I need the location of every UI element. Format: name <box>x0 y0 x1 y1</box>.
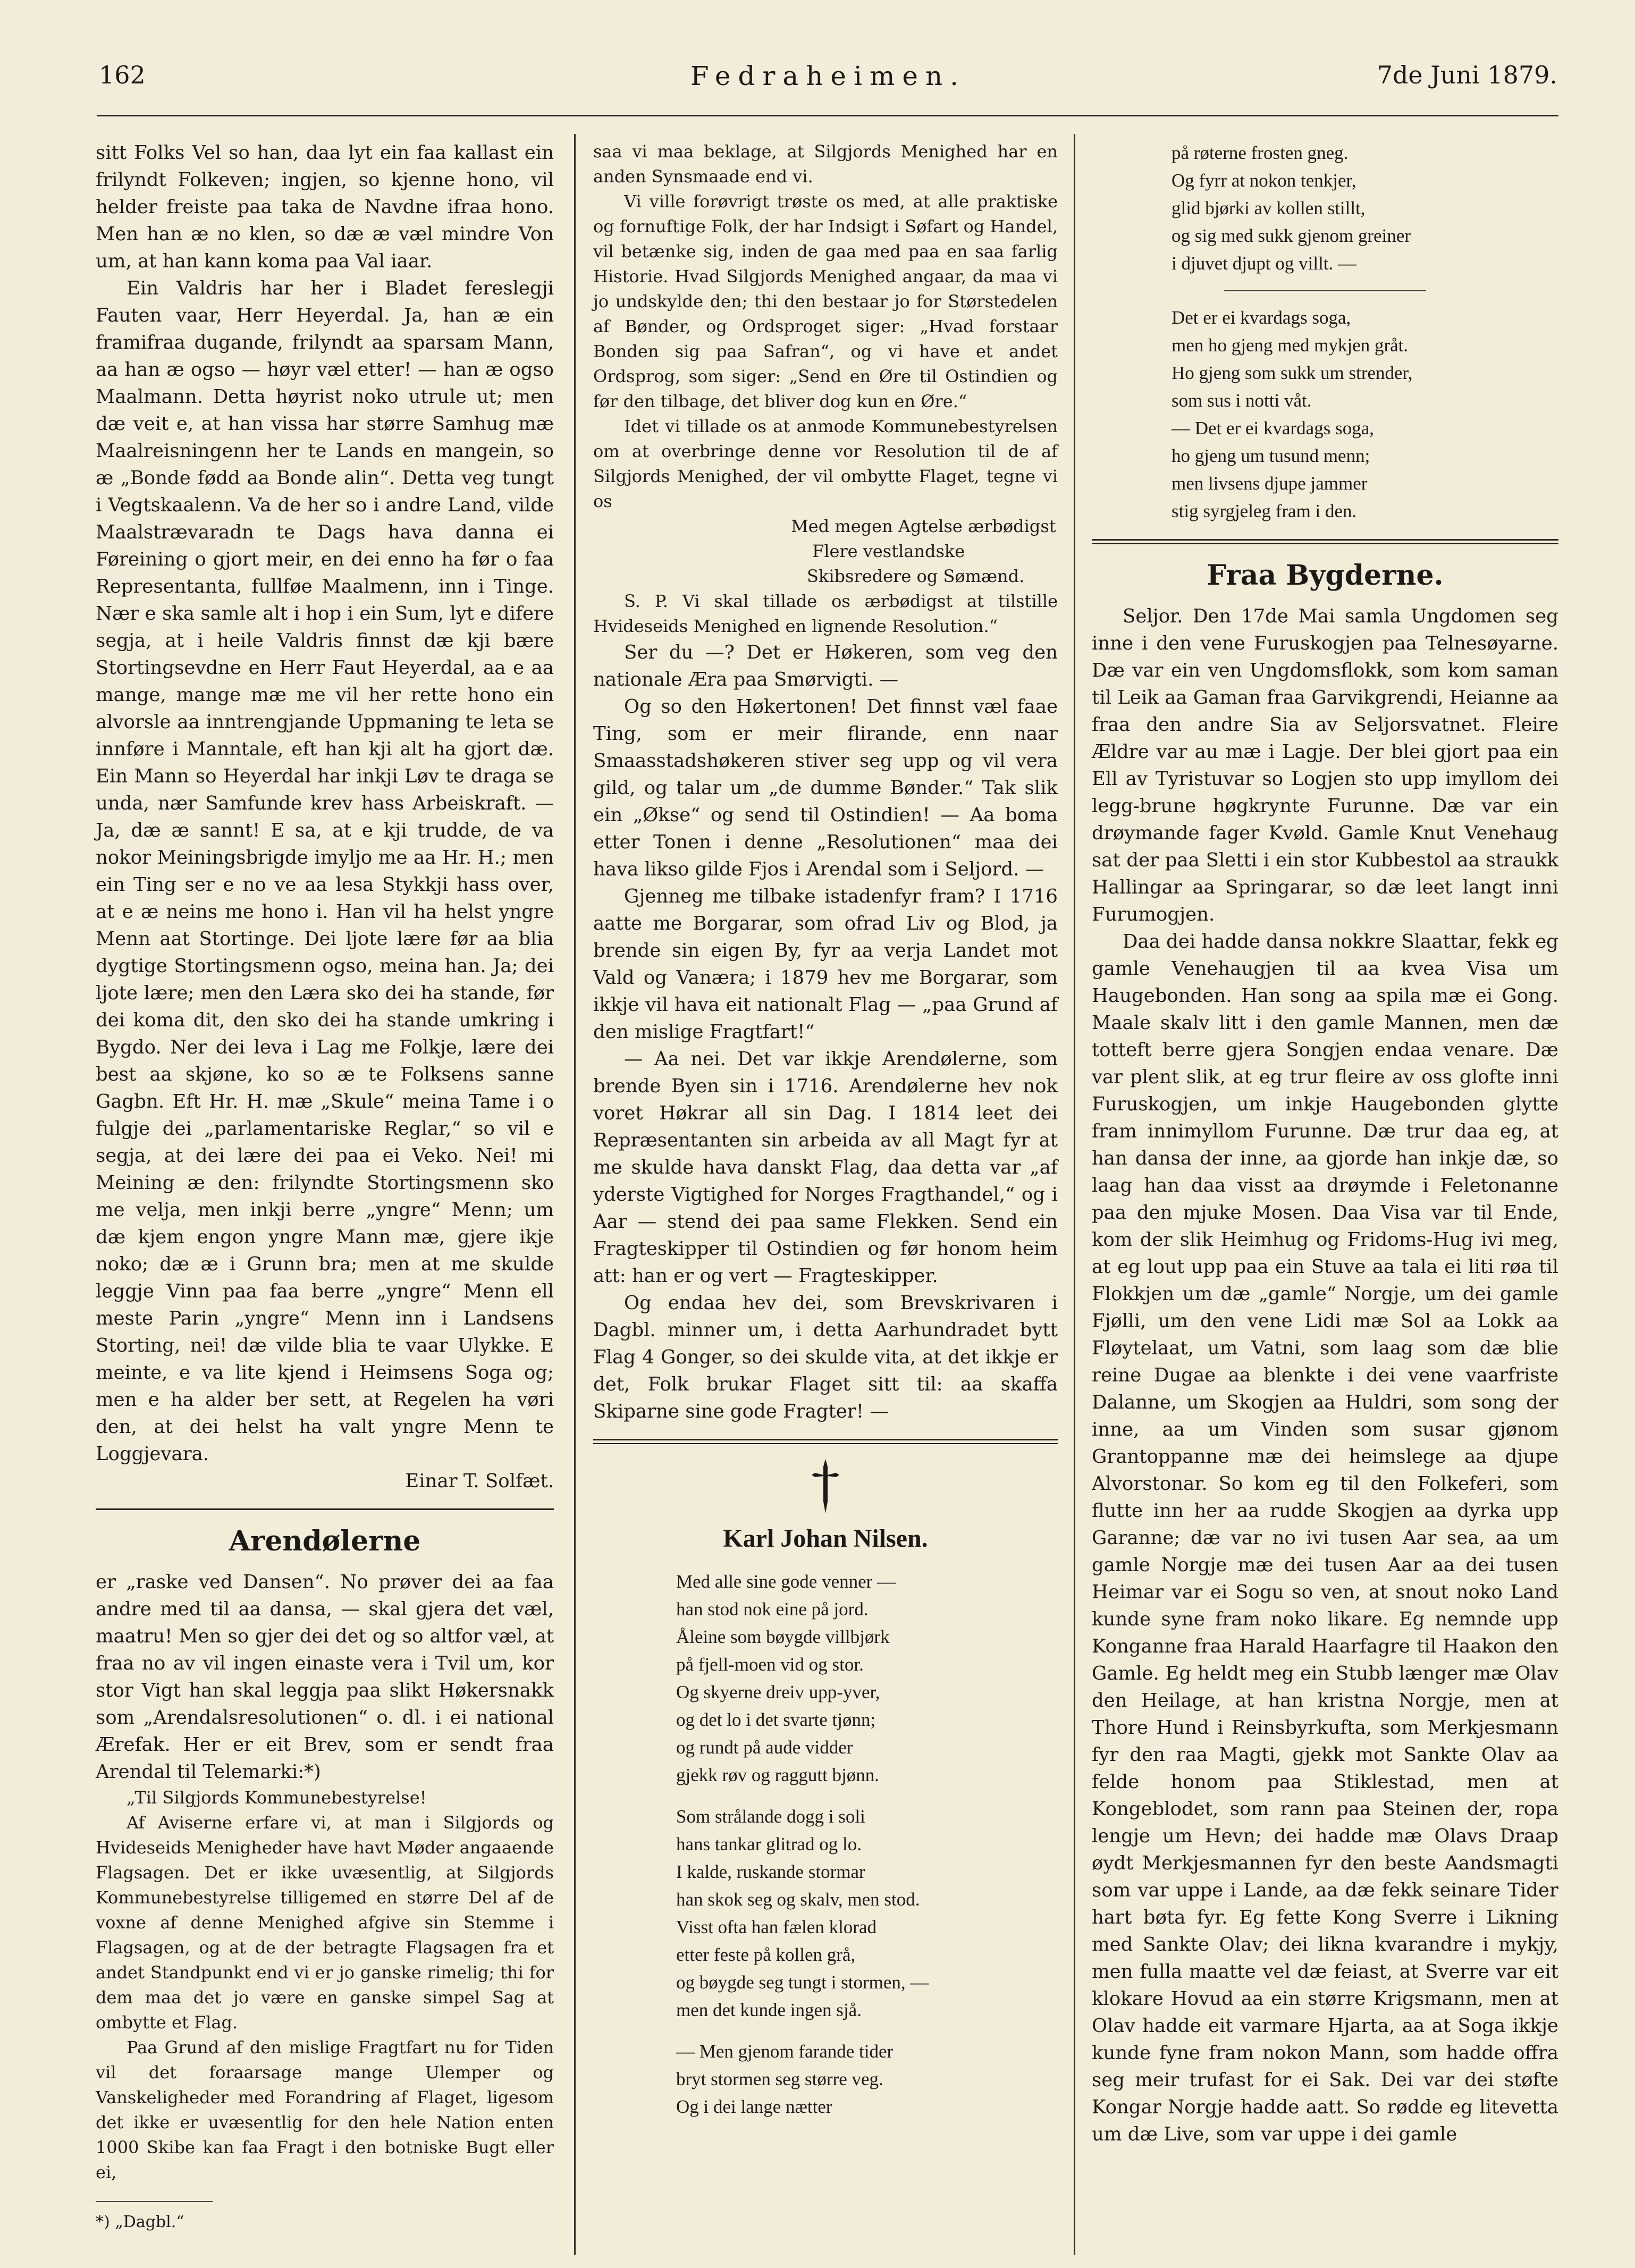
poem-stanza <box>676 1568 1058 1789</box>
poem-line: glid bjørki av kollen stillt, <box>1172 198 1366 218</box>
obituary-cross <box>593 1457 1058 1515</box>
poem-line: Visst ofta han fælen klorad <box>676 1917 877 1937</box>
poem-line: han stod nok eine på jord. <box>676 1599 869 1620</box>
section-title-fraa-bygderne: Fraa Bygderne. <box>1207 559 1444 592</box>
poem-line: Og i dei lange nætter <box>676 2096 832 2117</box>
poem-line: Og skyerne dreiv upp-yver, <box>676 1682 880 1702</box>
letter-paragraph: Paa Grund af den mislige Fragtfart nu for Tiden vil det foraarsage mange Ulemper og Vanskeligheder med Forandring af Flaget, ligesom det ikke er uvæsentlig for den hele Nation enten 1000 Skibe kan faa Fragt i den botniske Bugt eller ei, <box>96 2037 554 2182</box>
paragraph: Og so den Høkertonen! Det finnst væl faae Ting, som er meir flirande, enn naar Smaasstadshøkeren stiver seg upp og vil vera gild, og talar um „de dumme Bønder.“ Tak slik ein „Økse“ og send til Ostindien! — Aa boma etter Tonen i denne „Resolutionen“ maa dei hava likso gilde Fjos i Arendal som i Seljord. — <box>593 696 1058 880</box>
column-3 <box>1092 139 1558 2148</box>
poem-stanza <box>676 1803 1058 2024</box>
poem-stanza <box>676 2038 1058 2121</box>
letter-paragraph: Idet vi tillade os at anmode Kommunebestyrelsen om at overbringe denne vor Resolution til de af Silgjords Menighed, der vil ombytte Flaget, tegne vi os <box>593 416 1058 511</box>
letter-closing: Skibsredere og Sømænd. <box>807 566 1025 586</box>
header-rule <box>97 115 1558 116</box>
poem-line: — Det er ei kvardags soga, <box>1172 418 1374 439</box>
paragraph: Ein Valdris har her i Bladet fereslegji Fauten vaar, Herr Heyerdal. Ja, han æ ein framifraa dugande, frilyndt aa sparsam Mann, aa han æ ogso — høyr væl etter! — han æ ogso Maalmann. Detta høyrist noko utrule ut; men dæ veit e, at han vissa har større Samhug mæ Maalreisningenn her te Lands en mangein, so æ „Bonde fødd aa Bonde alin“. Detta veg tungt i Vegtskaalenn. Va de her so i andre Land, vilde Maalstrævaradn te Dags hava danna ei Føreining o gjort meir, en dei enno ha før o faa Representanta, fullføe Maalmenn, inn i Tinge. Nær e ska samle alt i hop i ein Sum, lyt e difere segja, at i heile Valdris finnst dæ kji bære Stortingsevdne en Herr Faut Heyerdal, aa e aa mange, mange mæ me vil her rette hono ein alvorsle aa inntrengjande Uppmaning te leta se innføre i Manntale, eft han kji alt ha gjort dæ. Ein Mann so Heyerdal har inkji Løv te draga se unda, nær Samfunde krev hass Arbeiskraft. — Ja, dæ æ sannt! E sa, at e kji trudde, de va nokor Meiningsbrigde imyljo me aa Hr. H.; men ein Ting ser e no ve aa lesa Stykkji hass over, at e æ neins me hono i. Han vil ha helst yngre Menn aat Stortinge. Dei ljote lære før aa blia dygtige Stortingsmenn ogso, meina han. Ja; dei ljote lære; men den Læra sko dei ha standе, før dei koma dit, den sko dei ha standе umkring i Bygdo. Ner dei leva i Lag me Folkje, lære dei best aa skjøne, ko so æ te Folksens sanne Gagbn. Eft Hr. H. mæ „Skule“ meina Tame i o fulgje dei „parlamentariske Reglar,“ so vil e segja, at dei lære dei paa ei Veko. Nei! mi Meining æ den: frilyndte Stortingsmenn sko me velja, men inkji berre „yngre“ Menn; um dæ kjem engon yngre Mann mæ, gjere ikje noko; dæ æ i Grunn bra; men at me skulde leggje Vinn paa faa berre „yngre“ Menn ell meste Parin „yngre“ Menn inn i Landsens Storting, nei! dæ vilde blia te vaar Ulykke. E meinte, e va lite kjend i Heimsens Soga og; men e ha alder ber sett, at Regelen ha vøri den, at dei helst ha valt yngre Menn te Loggjevara. <box>96 277 554 1465</box>
poem-line: men det kunde ingen sjå. <box>676 2000 862 2020</box>
letter-closing: Flere vestlandske <box>812 541 965 561</box>
column-1 <box>96 139 554 2236</box>
page-number: 162 <box>99 61 146 89</box>
poem-line: — Men gjenom farande tider <box>676 2041 894 2062</box>
letter-salutation: „Til Silgjords Kommunebestyrelse! <box>127 1788 427 1808</box>
page-header <box>99 57 1557 100</box>
poem-line: men ho gjeng med mykjen gråt. <box>1172 335 1409 356</box>
poem-line: etter feste på kollen grå, <box>676 1944 856 1965</box>
stanza-rule <box>1224 290 1426 291</box>
letter-postscript: S. P. Vi skal tillade os ærbødigst at tilstille Hvideseids Menighed en lignende Resolution.“ <box>593 591 1058 636</box>
cross-icon <box>810 1457 841 1515</box>
letter-paragraph: saa vi maa beklage, at Silgjords Menighed har en anden Synsmaade end vi. <box>593 141 1058 187</box>
poem-line: Ho gjeng som sukk um strender, <box>1172 362 1413 383</box>
poem-line: hans tankar glitrad og lo. <box>676 1834 862 1854</box>
paragraph: Gjenneg me tilbake istadenfyr fram? I 1716 aatte me Borgarar, som ofrad Liv og Blod, ja brende sin eigen By, fyr aa verja Landet mot Vald og Vanæra; i 1879 hev me Borgarar, som ikkje vil hava eit nationalt Flag — „paa Grund af den mislige Fragtfart!“ <box>593 886 1058 1043</box>
poem-line: på fjell-moen vid og stor. <box>676 1654 864 1675</box>
paragraph: Daa dei hadde dansa nokkre Slaattar, fekk eg gamle Venehaugjen til aa kvea Visa um Haugebonden. Han song aa spila mæ ei Gong. Maale skalv litt i den gamle Mannen, men dæ totteft berre gjera Songjen endaa venare. Dæ var plent slik, at eg trur fleire av oss glofte inni Furuskogjen, um inkje Haugebonden glytte fram innimyllom Furunne. Dæ trur daa eg, at han dansa der inne, aa gjorde han inkje dæ, so laag han daa visst aa drøymde i Feletonanne paa den mjuke Mosen. Daa Visa var til Ende, kom der slik Heimhug og Fridoms-Hug ivi meg, at eg lout upp paa ein Stuve aa tala ei liti røa til Flokkjen um dæ „gamle“ Norgje, um dei gamle Fjølli, um den vene Lidi mæ Sol aa Lokk aa Fløytelaat, um Vatni, som laag som dæ blie reine Dugae aa blenkte i dei vene vaarfriste Dalanne, um Skogjen aa Huldri, som song der inne, aa um Vinden som susar gjønom Grantoppanne mæ dei heimslege aa djupe Alvorstonar. So kom eg til den Folkeferi, som flutte inn her aa rudde Skogjen aa dyrka upp Garanne; dæ var no ivi tusen Aar sea, aa um gamle Norgje mæ dei tusen Aar aa dei tusen Heimar var ei Sogu so ven, at snout noko Land kunde syne fram noko likare. Eg nemnde upp Konganne fraa Harald Haarfagre til Haakon den Gamle. Eg heldt meg ein Stubb længer mæ Olav den Heilage, at han kristna Norgje, men at Thore Hund i Reinsbyrkufta, som Merkjesmann fyr den raa Magti, gjekk mot Sankte Olav aa felde honom paa Stiklestad, men at Kongeblodet, som rann paa Steinen der, ropa lengje um Hevn; dei hadde mæ Olavs Draap øydt Merkjesmannen fyr den beste Aandsmagti som var uppe i Lande, aa dæ fekk seinare Tider hart bøta fyr. Eg fette Kong Sverre i Likning med Sankte Olav; dei likna kvarandre i mykjy, men fulla maatte vel dæ feiast, at Sverre var eit klokare Hovud aa ein større Krigsmann, men at Olav hadde eit varmare Hjarta, aa at Soga ikkje kunde fyne fram nokon Mann, som hadde offra seg meir trufast for ei Sak. Dei var dei støfte Kongar Norgje hadde aatt. So rødde eg litevetta um dæ Live, som var uppe i dei gamle <box>1092 931 1558 2145</box>
poem-line: han skok seg og skalv, men stod. <box>676 1889 920 1910</box>
issue-date: 7de Juni 1879. <box>1377 61 1557 89</box>
footnote: *) „Dagbl.“ <box>96 2201 213 2236</box>
column-2 <box>593 139 1058 2135</box>
letter-paragraph: Af Aviserne erfare vi, at man i Silgjords og Hvideseids Menigheder have havt Møder angaaende Flagsagen. Det er ikke uvæsentlig, at Silgjords Kommunebestyrelse tilligemed en større Del af de voxne af denne Menighed afgive sin Stemme i Flagsagen, og at de der betragte Flagsagen fra et andet Standpunkt end vi er jo ganske rimelig; thi for dem maa det jo være en ganske simpel Sag at ombytte et Flag. <box>96 1812 554 2033</box>
poem-line: Som strålande dogg i soli <box>676 1806 865 1827</box>
poem-line: som sus i notti våt. <box>1172 390 1312 411</box>
column-divider <box>574 134 576 2255</box>
poem-line: på røterne frosten gneg. <box>1172 142 1349 163</box>
poem-line: men livsens djupe jammer <box>1172 473 1368 494</box>
letter-paragraph: Vi ville forøvrigt trøste os med, at alle praktiske og fornuftige Folk, der har Indsigt i Søfart og Handel, vil betænke sig, inden de gaa med paa en saa farlig Historie. Hvad Silgjords Menighed angaar, da maa vi jo undskylde den; thi den bestaar jo for Størstedelen af Bønder, og Ordsproget siger: „Hvad forstaar Bonden sig paa Safran“, og vi have et andet Ordsprog, som siger: „Send en Øre til Ostindien og før den tilbage, det bliver dog kun en Øre.“ <box>593 191 1058 411</box>
signature: Einar T. Solfæt. <box>405 1470 554 1492</box>
column-divider <box>1074 134 1075 2255</box>
section-rule <box>593 1439 1058 1444</box>
poem-line: gjekk røv og raggutt bjønn. <box>676 1765 880 1785</box>
publication-title: Fedraheimen. <box>690 61 966 91</box>
paragraph: Ser du —? Det er Høkeren, som veg den nationale Æra paa Smørvigti. — <box>593 642 1058 690</box>
obituary-poem <box>593 1568 1058 2121</box>
paragraph: er „raske ved Dansen“. No prøver dei aa faa andre med til aa dansa, — skal gjera det væl, maatru! Men so gjer dei det og so altfor væl, at fraa no av vil ingen einaste vera i Tvil um, kor stor Vigt han skal leggja paa slikt Høkersnakk som „Arendalsresolutionen“ o. dl. i ei national Ærefak. Her er eit Brev, som er sendt fraa Arendal til Telemarki:*) <box>96 1571 554 1783</box>
poem-line: i djuvet djupt og villt. — <box>1172 253 1357 274</box>
poem-line: Det er ei kvardags soga, <box>1172 307 1351 328</box>
section-rule <box>96 1508 554 1510</box>
paragraph: — Aa nei. Det var ikkje Arendølerne, som brende Byen sin i 1716. Arendølerne hev nok voret Høkrar all sin Dag. I 1814 leet dei Repræsentanten sin arbeida av all Magt fyr at me skulde hava danskt Flag, daa detta var „af yderste Vigtighed for Norges Fragthandel,“ og i Aar — stend dei paa same Flekken. Send ein Fragteskipper til Ostindien og før honom heim att: han er og vert — Fragteskipper. <box>593 1048 1058 1287</box>
poem-line: ho gjeng um tusund menn; <box>1172 445 1370 466</box>
poem-line: stig syrgjeleg fram i den. <box>1172 501 1357 521</box>
poem-line: Åleine som bøygde villbjørk <box>676 1626 890 1647</box>
poem-line: og rundt på aude vidder <box>676 1737 853 1758</box>
poem-line: og det lo i det svarte tjønn; <box>676 1709 876 1730</box>
paragraph: Seljor. Den 17de Mai samla Ungdomen seg inne i den vene Furuskogjen paa Telnesøyarne. Dæ var ein ven Ungdomsflokk, som kom saman til Leik aa Gaman fraa Garvikgrendi, Heianne aa fraa den andre Sia av Seljorsvatnet. Fleire Ældre var au mæ i Lagje. Der blei gjort paa ein Ell av Tyristuvar so Logjen sto upp imyllom dei legg-brune høgkrynte Furunne. Dæ var ein drøymande fager Kvøld. Gamle Knut Venehaug sat der paa Sletti i ein stor Kubbestol aa straukk Hallingar aa Springarar, so dæ leet langt inni Furumogjen. <box>1092 605 1558 925</box>
obituary-poem-continued <box>1092 139 1558 277</box>
obituary-title: Karl Johan Nilsen. <box>723 1524 928 1553</box>
poem-line: I kalde, ruskande stormar <box>676 1861 865 1882</box>
paragraph: sitt Folks Vel so han, daa lyt ein faa kallast ein frilyndt Folkeven; ingjen, so kjenne hono, vil helder freiste paa taka de Navdne ifraa hono. Men han æ no klen, so dæ æ væl mindre Von um, at han kann koma paa Val iaar. <box>96 142 554 272</box>
section-title-arendolerne: Arendølerne <box>229 1525 421 1557</box>
letter-closing: Med megen Agtelse ærbødigst <box>791 516 1056 536</box>
section-rule <box>1092 539 1558 544</box>
obituary-poem-final <box>1092 304 1558 525</box>
poem-line: bryt stormen seg større veg. <box>676 2069 883 2089</box>
poem-line: Med alle sine gode venner — <box>676 1571 896 1592</box>
poem-line: Og fyrr at nokon tenkjer, <box>1172 170 1356 191</box>
poem-line: og sig med sukk gjenom greiner <box>1172 225 1411 246</box>
poem-line: og bøygde seg tungt i stormen, — <box>676 1972 929 1993</box>
paragraph: Og endaa hev dei, som Brevskrivaren i Dagbl. minner um, i detta Aarhundradet bytt Flag 4 Gonger, so dei skulde vita, at det ikkje er det, Folk brukar Flaget sitt til: aa skaffa Skiparne sine gode Fragter! — <box>593 1292 1058 1422</box>
